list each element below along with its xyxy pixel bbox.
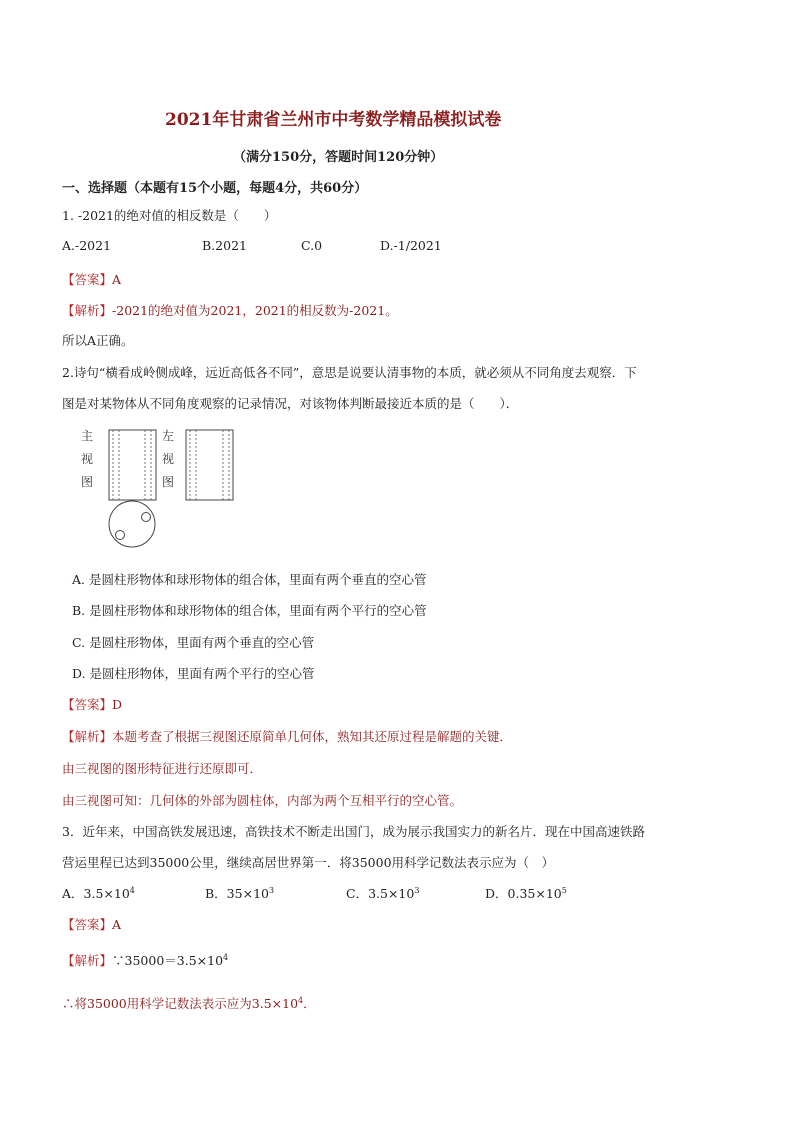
- section-heading: 一、选择题（本题有15个小题，每题4分，共60分）: [62, 181, 368, 196]
- left-view-label-2: 视: [162, 452, 175, 466]
- q3-conclusion: ∴将35000用科学记数法表示应为$3.5\times 10^4$．: [62, 995, 316, 1011]
- front-view-label-3: 图: [81, 475, 94, 489]
- exam-info: （满分150分，答题时间120分钟）: [233, 150, 444, 165]
- q2-option-d: D. 是圆柱形物体，里面有两个平行的空心管: [72, 666, 315, 681]
- q2-stem-line1: 2.诗句“横看成岭侧成峰，远近高低各不同”，意思是说要认清事物的本质，就必须从不同角度去观察．下: [62, 365, 637, 380]
- answer-tag: 【答案】: [62, 272, 113, 287]
- q3-option-b: B．$35\times 10^3$: [205, 885, 275, 901]
- q3-stem-line2: 营运里程已达到35000公里，继续高居世界第一．将35000用科学记数法表示应为（ ）: [62, 855, 555, 870]
- q1-option-c: C.0: [301, 238, 323, 253]
- q1-options: [62, 238, 562, 254]
- analysis-exponent: 4: [223, 952, 229, 962]
- left-view-label-1: 左: [162, 429, 175, 443]
- q3-answer: [62, 915, 121, 933]
- top-view-hole-1: [142, 513, 151, 522]
- q1-option-a: A.-2021: [62, 238, 112, 253]
- q3-option-d: D．$0.35\times 10^5$: [485, 885, 567, 901]
- analysis-tag: 【解析】: [62, 303, 113, 318]
- answer-tag: 【答案】: [62, 917, 113, 932]
- answer-value: A: [112, 272, 122, 287]
- q3-option-a: A．$3.5\times 10^4$: [62, 885, 135, 901]
- q1-answer: [62, 270, 121, 288]
- answer-value: D: [112, 697, 123, 712]
- q2-analysis: [62, 727, 512, 745]
- top-view-circle: [109, 501, 155, 547]
- q1-stem: 1. -2021的绝对值的相反数是（ ）: [62, 208, 277, 223]
- three-view-drawing: [72, 426, 252, 548]
- q2-option-c: C. 是圆柱形物体，里面有两个垂直的空心管: [72, 635, 315, 650]
- top-view-hole-2: [116, 531, 125, 540]
- answer-tag: 【答案】: [62, 697, 113, 712]
- q2-stem-line2: 图是对某物体从不同角度观察的记录情况，对该物体判断最接近本质的是（ ）．: [62, 396, 519, 411]
- q2-option-a: A. 是圆柱形物体和球形物体的组合体，里面有两个垂直的空心管: [72, 572, 427, 587]
- q3-option-c: C．$3.5\times 10^3$: [346, 885, 420, 901]
- q1-analysis: [62, 301, 398, 319]
- q2-analysis-line2: 由三视图的图形特征进行还原即可．: [62, 761, 263, 776]
- analysis-tag: 【解析】: [62, 729, 113, 744]
- analysis-text: 本题考查了根据三视图还原简单几何体，熟知其还原过程是解题的关键．: [112, 729, 513, 744]
- q3-stem-line1: 3．近年来，中国高铁发展迅速，高铁技术不断走出国门，成为展示我国实力的新名片．现在中国高速铁路: [62, 824, 645, 839]
- q1-option-b: B.2021: [202, 238, 247, 253]
- three-view-figure: [72, 426, 252, 548]
- front-view-label-2: 视: [81, 452, 94, 466]
- page-title: 2021年甘肃省兰州市中考数学精品模拟试卷: [165, 110, 502, 130]
- analysis-tag: 【解析】: [62, 953, 113, 968]
- q2-analysis-line3: 由三视图可知：几何体的外部为圆柱体，内部为两个互相平行的空心管。: [62, 793, 463, 808]
- analysis-text: -2021的绝对值为2021，2021的相反数为-2021。: [112, 303, 398, 318]
- answer-value: A: [112, 917, 122, 932]
- q1-option-d: D.-1/2021: [380, 238, 442, 253]
- analysis-formula: ∵35000＝3.5×10: [112, 953, 224, 968]
- q1-conclusion: 所以A正确。: [62, 333, 134, 348]
- q3-analysis: [62, 951, 228, 969]
- front-view-label-1: 主: [81, 429, 94, 443]
- q3-options: [62, 884, 602, 900]
- q2-answer: [62, 695, 122, 713]
- front-view-rect: [109, 430, 156, 500]
- q2-option-b: B. 是圆柱形物体和球形物体的组合体，里面有两个平行的空心管: [72, 603, 427, 618]
- left-view-rect: [186, 430, 233, 500]
- left-view-label-3: 图: [162, 475, 175, 489]
